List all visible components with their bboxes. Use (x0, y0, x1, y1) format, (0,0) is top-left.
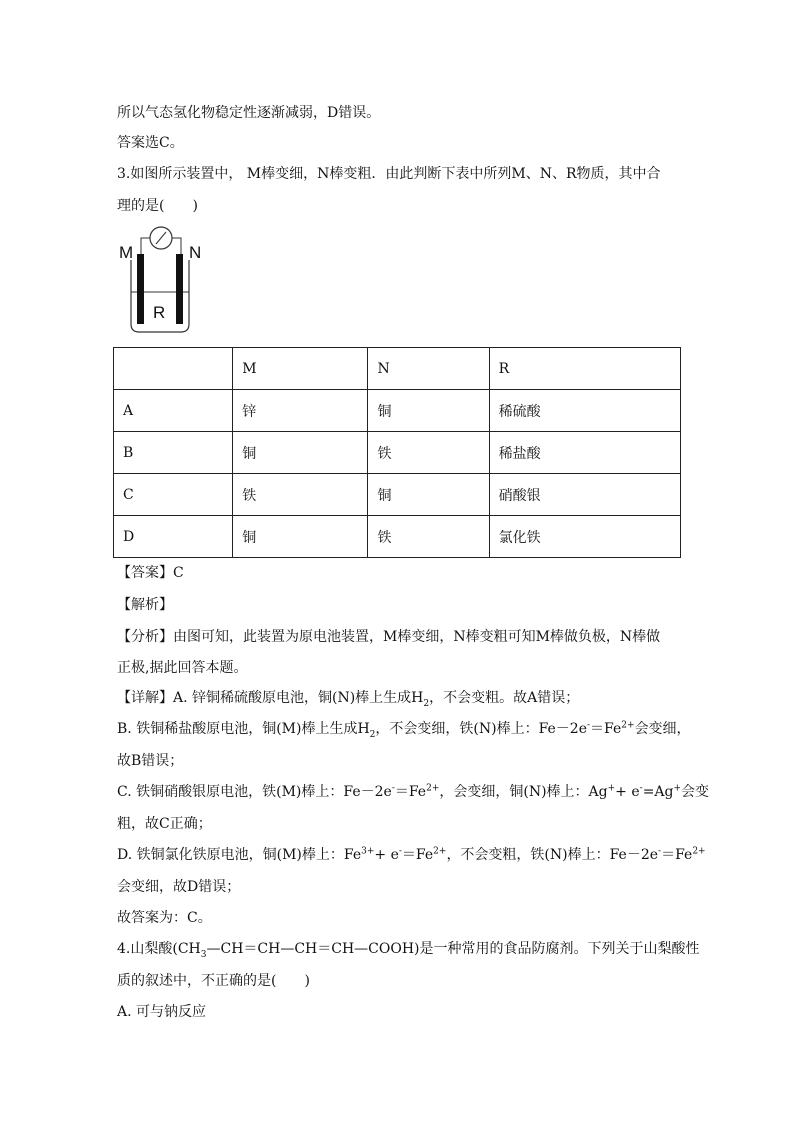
option-a-line: A. 可与钠反应 (117, 1004, 207, 1020)
table-cell: C (114, 474, 233, 516)
detail-b-line-2: 故B错误； (117, 753, 184, 769)
table-cell: 氯化铁 (489, 516, 680, 558)
table-cell: 锌 (233, 390, 368, 432)
table-cell: N (368, 348, 489, 390)
rod-m (137, 254, 144, 324)
detail-a-line: 【详解】A. 锌铜稀硫酸原电池，铜(N)棒上生成$H_2$，不会变粗。故A错误； (117, 690, 580, 709)
table-cell: 铁 (368, 516, 489, 558)
table-cell: M (233, 348, 368, 390)
question-4-line-2: 质的叙述中，不正确的是( ) (117, 973, 310, 989)
label-m: M (119, 243, 134, 262)
final-answer-line: 故答案为：C。 (117, 910, 212, 926)
label-r: R (153, 303, 166, 322)
detail-c-line-2: 粗，故C正确； (117, 816, 212, 832)
table-cell: 硝酸银 (489, 474, 680, 516)
table-row (114, 432, 681, 474)
analysis-line-1: 【分析】由图可知，此装置为原电池装置，M棒变细，N棒变粗可知M棒做负极，N棒做 (117, 629, 661, 645)
text-line: 答案选C。 (117, 135, 184, 151)
label-n: N (189, 243, 202, 262)
question-3-line-2: 理的是( ) (117, 198, 198, 214)
detail-c-line-1: C. 铁铜硝酸银原电池，铁(M)棒上：$Fe-2e^-=Fe^{2+}$，会变细，铜(N)棒上：Ag++ e-=Ag+会变 (117, 783, 710, 800)
table-cell: 铜 (233, 516, 368, 558)
detail-b-line-1: B. 铁铜稀盐酸原电池，铜(M)棒上生成$H_2$，不会变细，铁(N)棒上：$Fe-2e^-=Fe^{2+}$会变细， (117, 720, 691, 740)
galvanic-cell-diagram (115, 224, 215, 336)
table-cell: 铜 (233, 432, 368, 474)
table-cell: D (114, 516, 233, 558)
table-cell: 铜 (368, 390, 489, 432)
table-row (114, 474, 681, 516)
table-cell (114, 348, 233, 390)
table-cell: 铜 (368, 474, 489, 516)
table-cell: A (114, 390, 233, 432)
text-line: 所以气态氢化物稳定性逐渐减弱，D错误。 (117, 105, 381, 121)
analysis-line-2: 正极,据此回答本题。 (117, 660, 248, 676)
table-header-row (114, 348, 681, 390)
detail-d-line-2: 会变细，故D错误； (117, 879, 241, 895)
table-cell: R (489, 348, 680, 390)
analysis-heading: 【解析】 (117, 597, 173, 613)
detail-d-line-1: D. 铁铜氯化铁原电池，铜(M)棒上：$Fe^{3+}+ e^-=Fe^{2+}$，不会变粗，铁(N)棒上：$Fe-2e^-=Fe^{2+}$ (117, 846, 706, 863)
table-cell: 稀硫酸 (489, 390, 680, 432)
question-3-line-1: 3.如图所示装置中， M棒变细，N棒变粗．由此判断下表中所列M、N、R物质，其中合 (117, 166, 661, 182)
table-cell: B (114, 432, 233, 474)
question-4-line-1: 4.山梨酸$(CH_3—CH=CH—CH=CH—COOH)$是一种常用的食品防腐剂。下列关于山梨酸性 (117, 941, 700, 960)
table-cell: 稀盐酸 (489, 432, 680, 474)
table-cell: 铁 (368, 432, 489, 474)
table-row (114, 390, 681, 432)
rod-n (176, 254, 183, 324)
answer-line: 【答案】C (117, 565, 184, 581)
table-row (114, 516, 681, 558)
table-cell: 铁 (233, 474, 368, 516)
options-table (113, 347, 681, 558)
